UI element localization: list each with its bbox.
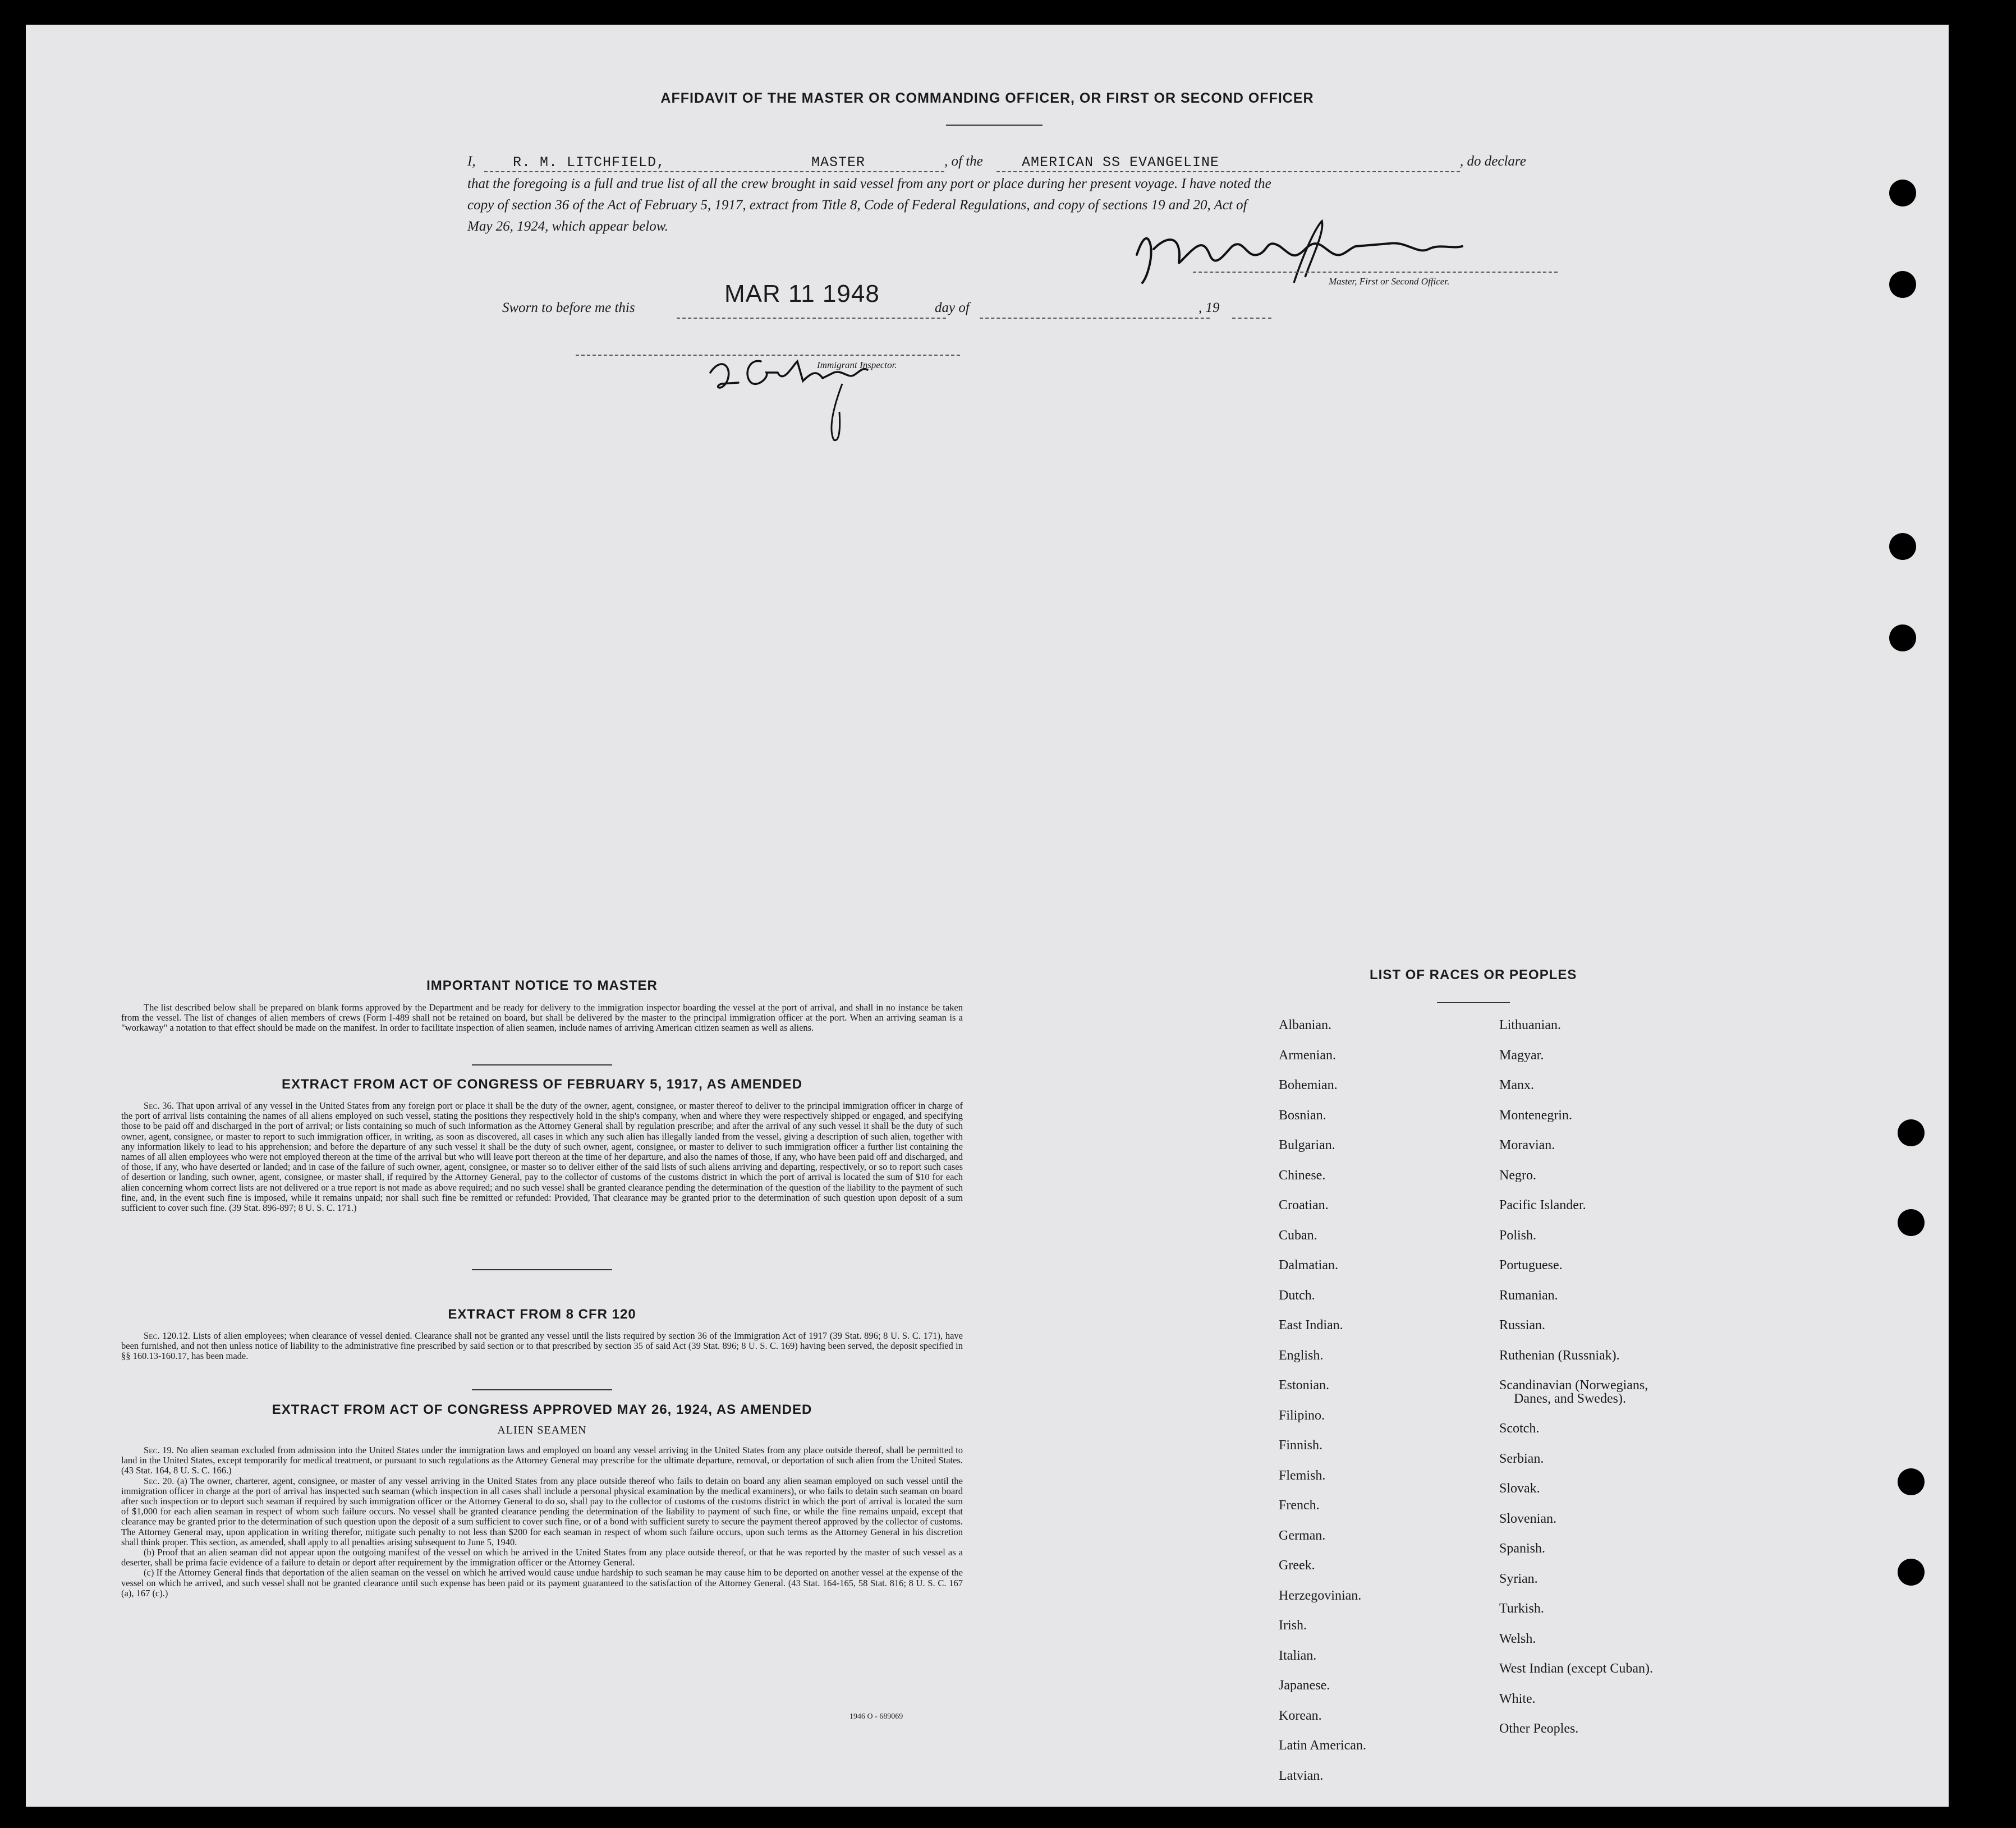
- binder-hole: [1889, 624, 1916, 651]
- signature-line: [1193, 272, 1558, 273]
- race-item: Cuban.: [1279, 1228, 1317, 1243]
- race-item: Chinese.: [1279, 1168, 1326, 1183]
- race-item: Serbian.: [1499, 1451, 1544, 1466]
- sec-20a-paragraph: Sec. 20. (a) The owner, charterer, agent, consignee, or master of any vessel arriving in the United States from any place outside thereof who fails to detain on board any alien seaman employed on such vessel until the immigration officer in charge at the port of arrival has inspected such seaman (which inspection in all cases shall include a personal physical examination by the medical examiners), or who fails to detain such seaman on board after such inspection or to deport such seaman if required by such immigration officer or the Attorney General to do so, shall pay to the collector of customs of the customs district in which the port of arrival is located the sum of $1,000 for each alien seaman in respect of whom such failure occurs. No vessel shall be granted clearance pending the determination of the liability to payment of such fine, or while the fine remains unpaid, except that clearance may be granted prior to the determination of such question upon the deposit of a sum sufficient to cover such fine, or of a bond with sufficient surety to secure the payment thereof approved by the collector of customs. The Attorney General may, upon application in writing therefor, mitigate such penalty to not less than $200 for each seaman in respect of whom such failure occurs, upon such terms as the Attorney General in his discretion shall think proper. This section, as amended, shall apply to all penalties arising subsequent to June 5, 1940.: [121, 1475, 963, 1547]
- declaration-line-2: that the foregoing is a full and true list of all the crew brought in said vessel from any port or place during her present voyage. I have noted the: [467, 176, 1271, 191]
- race-item: Spanish.: [1499, 1541, 1546, 1556]
- race-item: Italian.: [1279, 1648, 1317, 1663]
- race-item: Russian.: [1499, 1318, 1546, 1333]
- race-item: Montenegrin.: [1499, 1108, 1572, 1123]
- race-item: Bohemian.: [1279, 1078, 1338, 1092]
- race-item: French.: [1279, 1498, 1320, 1513]
- master-name: R. M. LITCHFIELD,: [513, 154, 666, 171]
- race-item: West Indian (except Cuban).: [1499, 1661, 1653, 1676]
- race-item: East Indian.: [1279, 1318, 1343, 1333]
- binder-hole: [1889, 180, 1916, 206]
- race-item: Japanese.: [1279, 1678, 1330, 1693]
- extract-1917-body: Sec. 36. That upon arrival of any vessel in the United States from any foreign port or place it shall be the duty of the owner, agent, consignee, or master thereof to deliver to the principal immigration officer in charge of the port of arrival lists containing the names of all aliens employed on such vessel, stating the positions they respectively hold in the ship's company, when and where they were respectively shipped or engaged, and specifying those to be paid off and discharged in the port of arrival; or lists containing so much of such information as the Attorney General shall by regulation prescribe; and after the arrival of any such vessel it shall be the duty of such owner, agent, consignee, or master to report to such immigration officer, in writing, as soon as discovered, all cases in which any such alien has illegally landed from the vessel, giving a description of such alien, together with any information likely to lead to his apprehension; and before the departure of any such vessel it shall be the duty of such owner, agent, consignee, or master to deliver to such immigration officer a further list containing the names of all alien employees who were not employed thereon at the time of the arrival but who will leave port thereon at the time of her departure, and also the names of those, if any, who have been paid off and discharged, and of those, if any, who have deserted or landed; and in case of the failure of such owner, agent, consignee, or master so to deliver either of the said lists of such aliens arriving and departing, respectively, or so to report such cases of desertion or landing, such owner, agent, consignee, or master shall, if required by the Attorney General, pay to the collector of customs of the customs district in which the port of arrival is located the sum of $10 for each alien concerning whom correct lists are not delivered or a true report is not made as above required; and no such vessel shall be granted clearance pending the determination of the question of the liability to the payment of such fine, and, in the event such fine is imposed, while it remains unpaid; nor shall such fine be remitted or refunded: Provided, That clearance may be granted prior to the determination of such question upon deposit of a sum sufficient to cover such fine. (39 Stat. 896-897; 8 U. S. C. 171.): [121, 1100, 963, 1214]
- title-underline: [946, 125, 1043, 126]
- race-item: Magyar.: [1499, 1048, 1544, 1063]
- race-item: Dalmatian.: [1279, 1258, 1338, 1273]
- extract-cfr-divider: [472, 1389, 612, 1390]
- race-item: Scotch.: [1499, 1421, 1540, 1436]
- race-item: German.: [1279, 1528, 1326, 1543]
- of-the-label: , of the: [944, 154, 983, 169]
- binder-hole: [1889, 533, 1916, 560]
- race-item: Bulgarian.: [1279, 1138, 1335, 1152]
- month-line: [980, 302, 1210, 319]
- extract-cfr-body: Sec. 120.12. Lists of alien employees; when clearance of vessel denied. Clearance shall not be granted any vessel until the lists required by section 36 of the Immigration Act of 1917 (39 Stat. 896; 8 U. S. C. 171), have been furnished, and not then unless notice of liability to the administrative fine prescribed by said section or to that prescribed by section 35 of said Act (39 Stat. 896; 8 U. S. C. 169) having been served, the deposit specified in §§ 160.13-160.17, has been made.: [121, 1330, 963, 1362]
- race-item: Flemish.: [1279, 1468, 1326, 1483]
- notice-body: The list described below shall be prepared on blank forms approved by the Department and be ready for delivery to the immigration inspector boarding the vessel at the port of arrival, and shall in no instance be taken from the vessel. The list of changes of alien members of crews (Form I-489 shall not be retained on board, but shall be delivered by the master to the principal immigration officer at the port. When an arriving seaman is a "workaway" a notation to that effect should be made on the manifest. In order to facilitate inspection of alien seamen, include names of arriving American citizen seamen as well as aliens.: [121, 1002, 963, 1034]
- race-item: Other Peoples.: [1499, 1721, 1579, 1736]
- race-item: Armenian.: [1279, 1048, 1336, 1063]
- sec-20c-paragraph: (c) If the Attorney General finds that deportation of the alien seaman on the vessel on which he arrived would cause undue hardship to such seaman he may cause him to be deported on another vessel at the expense of the vessel on which he arrived, and such vessel shall not be granted clearance until such expense has been paid or its payment guaranteed to the satisfaction of the Attorney General. (43 Stat. 164-165, 58 Stat. 816; 8 U. S. C. 167 (a), 167 (c).): [121, 1567, 963, 1599]
- race-item: Estonian.: [1279, 1378, 1329, 1393]
- sec-20b-paragraph: (b) Proof that an alien seaman did not appear upon the outgoing manifest of the vessel on which he arrived in the United States from any place outside thereof, or that he was reported by the master of such vessel as a deserter, shall be prima facie evidence of a failure to detain or deport after requirement by the immigration officer or the Attorney General.: [121, 1547, 963, 1568]
- master-signature: [1126, 215, 1507, 300]
- print-code: 1946 O - 689069: [849, 1712, 903, 1721]
- race-item: Rumanian.: [1499, 1288, 1558, 1303]
- binder-hole: [1898, 1119, 1925, 1146]
- race-item: Finnish.: [1279, 1438, 1323, 1453]
- binder-hole: [1898, 1209, 1925, 1236]
- declaration-line-4: May 26, 1924, which appear below.: [467, 219, 668, 234]
- race-item: Korean.: [1279, 1708, 1322, 1723]
- year-line: [1232, 302, 1271, 319]
- race-item: Slovenian.: [1499, 1511, 1556, 1526]
- binder-hole: [1898, 1468, 1925, 1495]
- race-item: Croatian.: [1279, 1198, 1329, 1212]
- extract-cfr-title: EXTRACT FROM 8 CFR 120: [448, 1307, 636, 1322]
- race-item: Danes, and Swedes).: [1514, 1391, 1626, 1406]
- race-item: Moravian.: [1499, 1138, 1555, 1152]
- sworn-prefix: Sworn to before me this: [502, 300, 635, 315]
- notice-title: IMPORTANT NOTICE TO MASTER: [426, 978, 658, 993]
- master-rank: MASTER: [811, 154, 866, 171]
- race-item: Herzegovinian.: [1279, 1588, 1362, 1603]
- race-item: Portuguese.: [1499, 1258, 1563, 1273]
- extract-1917-title: EXTRACT FROM ACT OF CONGRESS OF FEBRUARY 5, 1917, AS AMENDED: [281, 1077, 803, 1092]
- race-item: Bosnian.: [1279, 1108, 1326, 1123]
- day-of-label: day of: [935, 300, 970, 315]
- race-item: Latin American.: [1279, 1738, 1366, 1753]
- race-item: Albanian.: [1279, 1018, 1331, 1032]
- race-item: Slovak.: [1499, 1481, 1540, 1496]
- do-declare-label: , do declare: [1460, 154, 1526, 169]
- races-title: LIST OF RACES OR PEOPLES: [1370, 967, 1577, 982]
- race-item: Latvian.: [1279, 1768, 1324, 1783]
- race-item: White.: [1499, 1691, 1536, 1706]
- sec-19-paragraph: Sec. 19. No alien seaman excluded from admission into the United States under the immigration laws and employed on board any vessel arriving in the United States from any place outside thereof, shall be permitted to land in the United States, except temporarily for medical treatment, or pursuant to such regulations as the Attorney General may prescribe for the ultimate departure, removal, or deportation of such alien from the United States. (43 Stat. 164, 8 U. S. C. 166.): [121, 1445, 963, 1476]
- extract-1924-subtitle: ALIEN SEAMEN: [497, 1424, 587, 1436]
- race-item: Irish.: [1279, 1618, 1307, 1633]
- extract-1924-body: [121, 1445, 963, 1599]
- race-item: Manx.: [1499, 1078, 1534, 1092]
- race-item: Ruthenian (Russniak).: [1499, 1348, 1620, 1363]
- document-page: [26, 25, 1949, 1807]
- binder-hole: [1898, 1559, 1925, 1586]
- race-item: Filipino.: [1279, 1408, 1325, 1423]
- declaration-prefix: I,: [467, 154, 476, 169]
- notice-divider: [472, 1064, 612, 1065]
- races-right-column: [1499, 1018, 1653, 1752]
- inspector-signature: [699, 339, 924, 451]
- race-item: English.: [1279, 1348, 1324, 1363]
- race-item: Polish.: [1499, 1228, 1537, 1243]
- race-item: Syrian.: [1499, 1571, 1538, 1586]
- date-stamp: MAR 11 1948: [724, 280, 880, 307]
- race-item: Turkish.: [1499, 1601, 1544, 1616]
- extract-1917-divider: [472, 1269, 612, 1270]
- races-left-column: [1279, 1018, 1366, 1798]
- race-item: Greek.: [1279, 1558, 1315, 1573]
- signature-caption: Master, First or Second Officer.: [1329, 276, 1450, 287]
- vessel-name: AMERICAN SS EVANGELINE: [1022, 154, 1220, 171]
- year-prefix: , 19: [1198, 300, 1220, 315]
- race-item: Dutch.: [1279, 1288, 1315, 1303]
- declaration-line-3: copy of section 36 of the Act of February 5, 1917, extract from Title 8, Code of Federal Regulations, and copy of sections 19 and 20, Act of: [467, 198, 1247, 213]
- binder-hole: [1889, 271, 1916, 298]
- race-item: Welsh.: [1499, 1631, 1536, 1646]
- race-item: Lithuanian.: [1499, 1018, 1561, 1032]
- inspector-caption: Immigrant Inspector.: [817, 360, 897, 370]
- race-item: Pacific Islander.: [1499, 1198, 1586, 1212]
- race-item: Scandinavian (Norwegians,: [1499, 1378, 1648, 1393]
- affidavit-title: AFFIDAVIT OF THE MASTER OR COMMANDING OFFICER, OR FIRST OR SECOND OFFICER: [660, 90, 1314, 106]
- race-item: Negro.: [1499, 1168, 1536, 1183]
- races-divider: [1437, 1002, 1510, 1003]
- inspector-line: [576, 355, 960, 356]
- extract-1924-title: EXTRACT FROM ACT OF CONGRESS APPROVED MAY 26, 1924, AS AMENDED: [272, 1402, 812, 1417]
